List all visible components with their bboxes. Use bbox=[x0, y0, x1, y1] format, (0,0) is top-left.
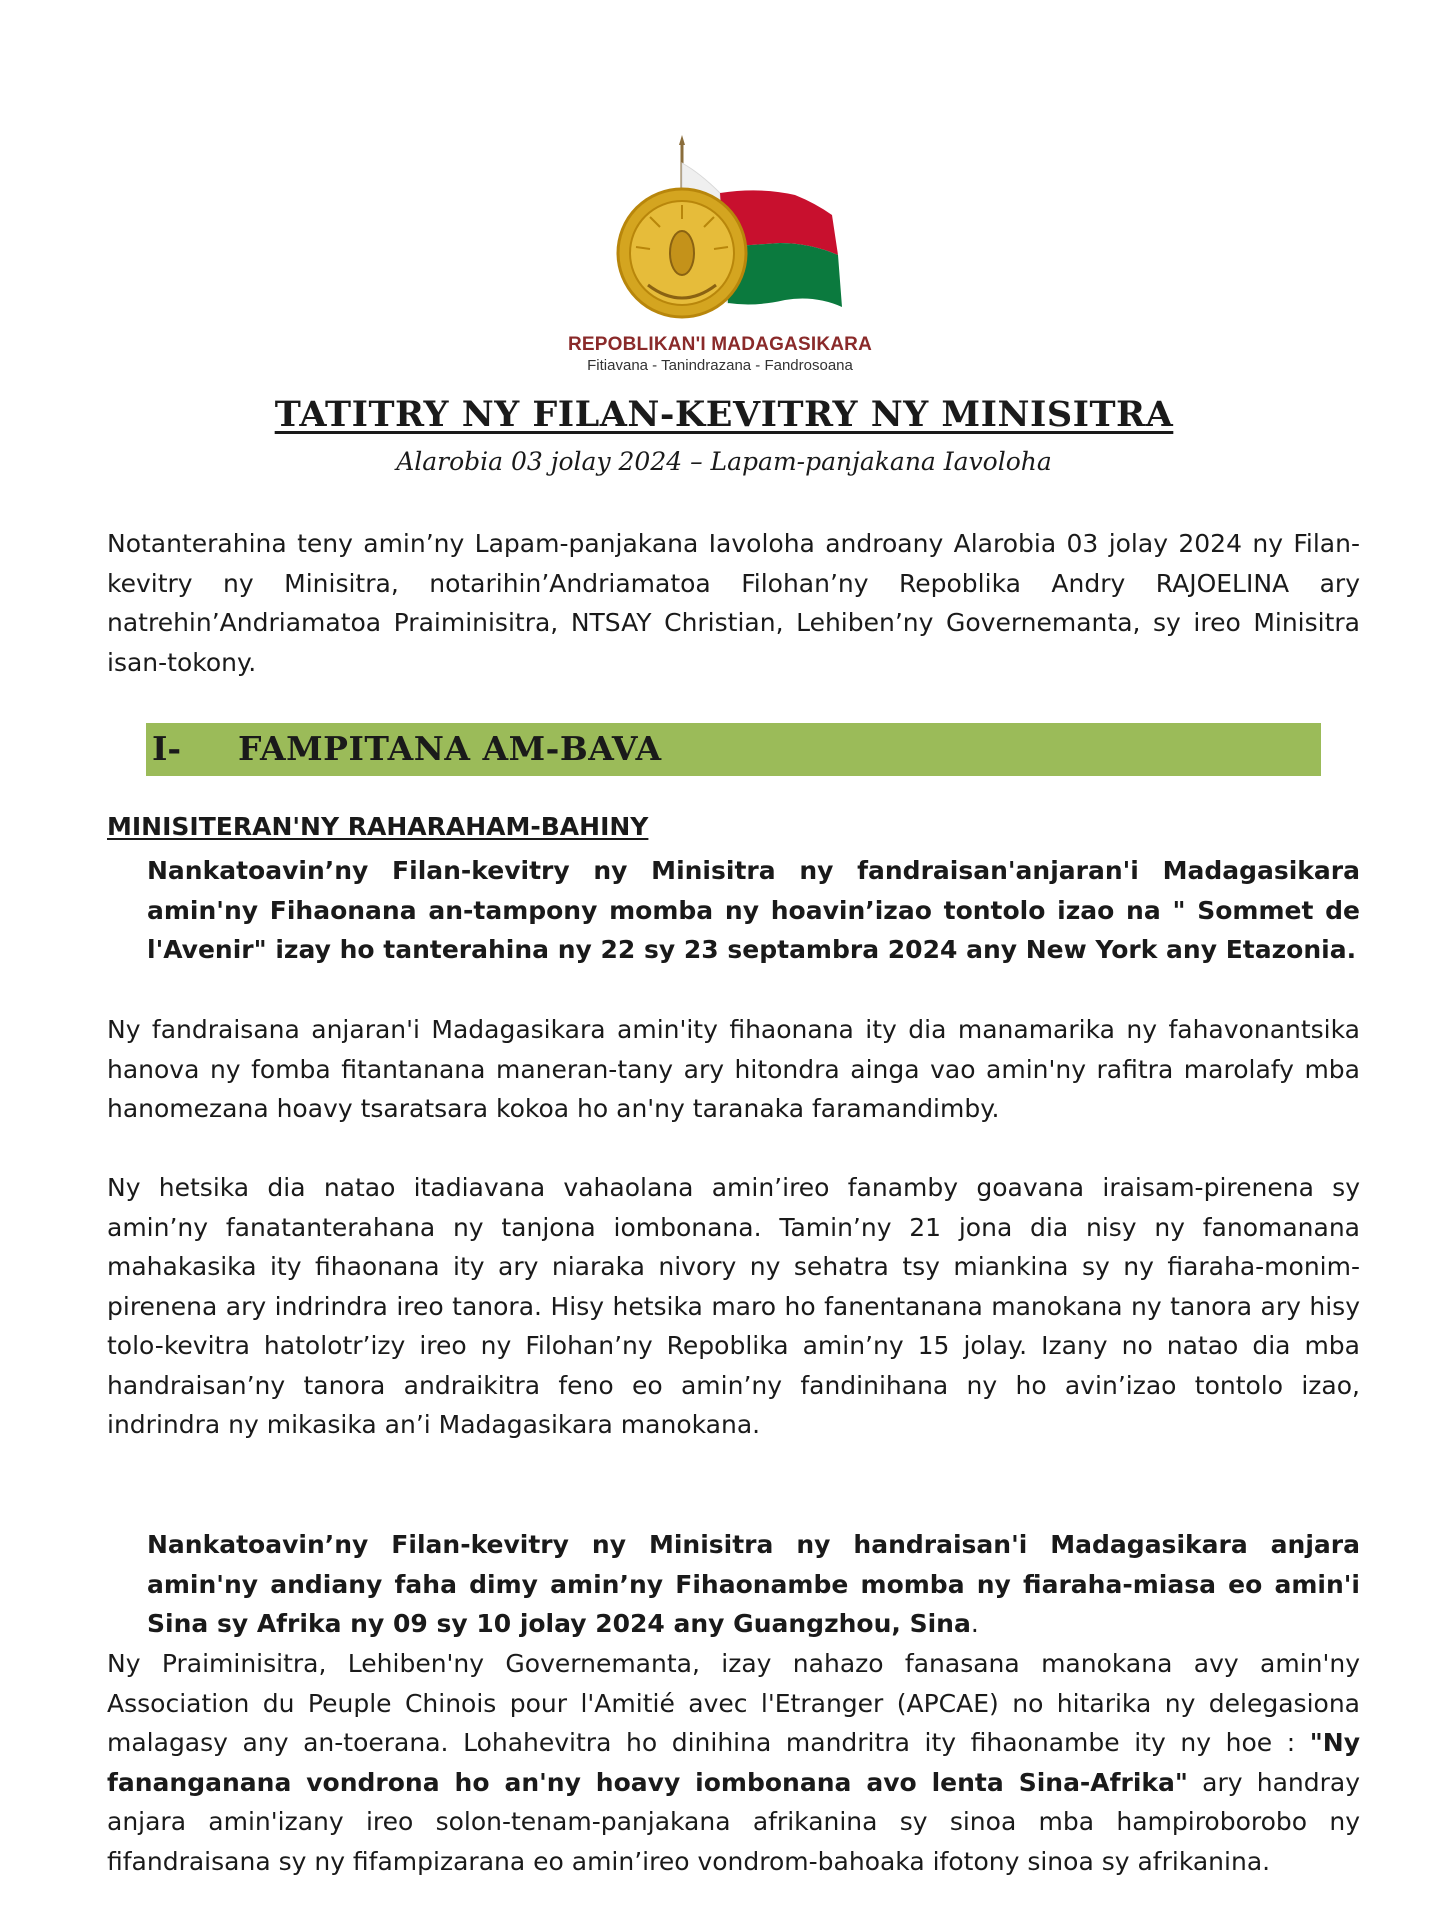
flag-pole-tip bbox=[679, 135, 685, 145]
republic-name: REPOBLIKAN'I MADAGASIKARA bbox=[567, 334, 873, 355]
decision-1-lead: Nankatoavin’ny Filan-kevitry ny Minisitra ny fandraisan'anjaran'i Madagasikara amin'ny Fihaonana an-tampony momba ny hoavin’izao tontolo izao na " Sommet de l'Avenir" izay ho tanterahina ny 22 sy 23 septambra 2024 any New York any Etazonia. bbox=[147, 856, 1360, 964]
decision-2-lead bbox=[107, 1525, 1360, 1644]
republic-motto: Fitiavana - Tanindrazana - Fandrosoana bbox=[587, 357, 853, 374]
decision-2-lead-text: Nankatoavin’ny Filan-kevitry ny Minisitra ny handraisan'i Madagasikara anjara amin'ny andiany faha dimy amin’ny Fihaonambe momba ny fiaraha-miasa eo amin'i Sina sy Afrika ny 09 sy 10 jolay 2024 any Guangzhou, Sina bbox=[147, 1530, 1360, 1638]
decision-2-p1-start: Ny Praiminisitra, Lehiben'ny Governemanta, izay nahazo fanasana manokana avy amin'ny Association du Peuple Chinois pour l'Amitié avec l'Etranger (APCAE) no hitarika ny delegasiona malagasy any an-toerana. Lohahevitra ho dinihina mandritra ity fihaonambe ity ny hoe : bbox=[107, 1649, 1360, 1757]
document-title: TATITRY NY FILAN-KEVITRY NY MINISITRA bbox=[274, 394, 1174, 435]
section-title: FAMPITANA AM-BAVA bbox=[238, 729, 662, 768]
seal-island bbox=[670, 231, 694, 275]
section-number: I- bbox=[152, 729, 182, 768]
decision-2-p1-end: ary handray anjara amin'izany ireo solon-tenam-panjakana afrikanina sy sinoa mba hampiroborobo ny fifandraisana sy ny fifampizarana eo amin’ireo vondrom-bahoaka ifotony sinoa sy afrikanina. bbox=[107, 1767, 1361, 1876]
republic-emblem bbox=[610, 135, 850, 325]
intro-paragraph: Notanterahina teny amin’ny Lapam-panjakana Iavoloha androany Alarobia 03 jolay 2024 ny Filan-kevitry ny Minisitra, notarihin’Andriamatoa Filohan’ny Repoblika Andry RAJOELINA ary natrehin’Andriamatoa Praiminisitra, NTSAY Christian, Lehiben’ny Governemanta, sy ireo Minisitra isan-tokony. bbox=[107, 529, 1360, 677]
decision-2-paragraph-1 bbox=[107, 1644, 1360, 1881]
decision-2-p1-quote: "Ny fananganana vondrona ho an'ny hoavy iombonana avo lenta Sina-Afrika" bbox=[107, 1728, 1360, 1797]
section-heading-bar bbox=[146, 723, 1321, 776]
decision-2-lead-end: . bbox=[970, 1609, 979, 1638]
decision-1-paragraph-2: Ny hetsika dia natao itadiavana vahaolana amin’ireo fanamby goavana iraisam-pirenena sy amin’ny fanatanterahana ny tanjona iombonana. Tamin’ny 21 jona dia nisy ny fanomanana mahakasika ity fihaonana ity ary niaraka nivory ny sehatra tsy miankina sy ny fiaraha-monim-pirenena ary indrindra ireo tanora. Hisy hetsika maro ho fanentanana manokana ny tanora ary hisy tolo-kevitra hatolotr’izy ireo ny Filohan’ny Repoblika amin’ny 15 jolay. Izany no natao dia mba handraisan’ny tanora andraikitra feno eo amin’ny fandinihana ny ho avin’izao tontolo izao, indrindra ny mikasika an’i Madagasikara manokana. bbox=[107, 1173, 1360, 1439]
decision-1-paragraph-1: Ny fandraisana anjaran'i Madagasikara amin'ity fihaonana ity dia manamarika ny fahavonantsika hanova ny fomba fitantanana maneran-tany ary hitondra ainga vao amin'ny rafitra marolafy mba hanomezana hoavy tsaratsara kokoa ho an'ny taranaka faramandimby. bbox=[107, 1015, 1360, 1123]
ministry-heading: MINISITERAN'NY RAHARAHAM-BAHINY bbox=[107, 812, 649, 841]
document-subtitle: Alarobia 03 jolay 2024 – Lapam-panjakana Iavoloha bbox=[396, 447, 1052, 476]
